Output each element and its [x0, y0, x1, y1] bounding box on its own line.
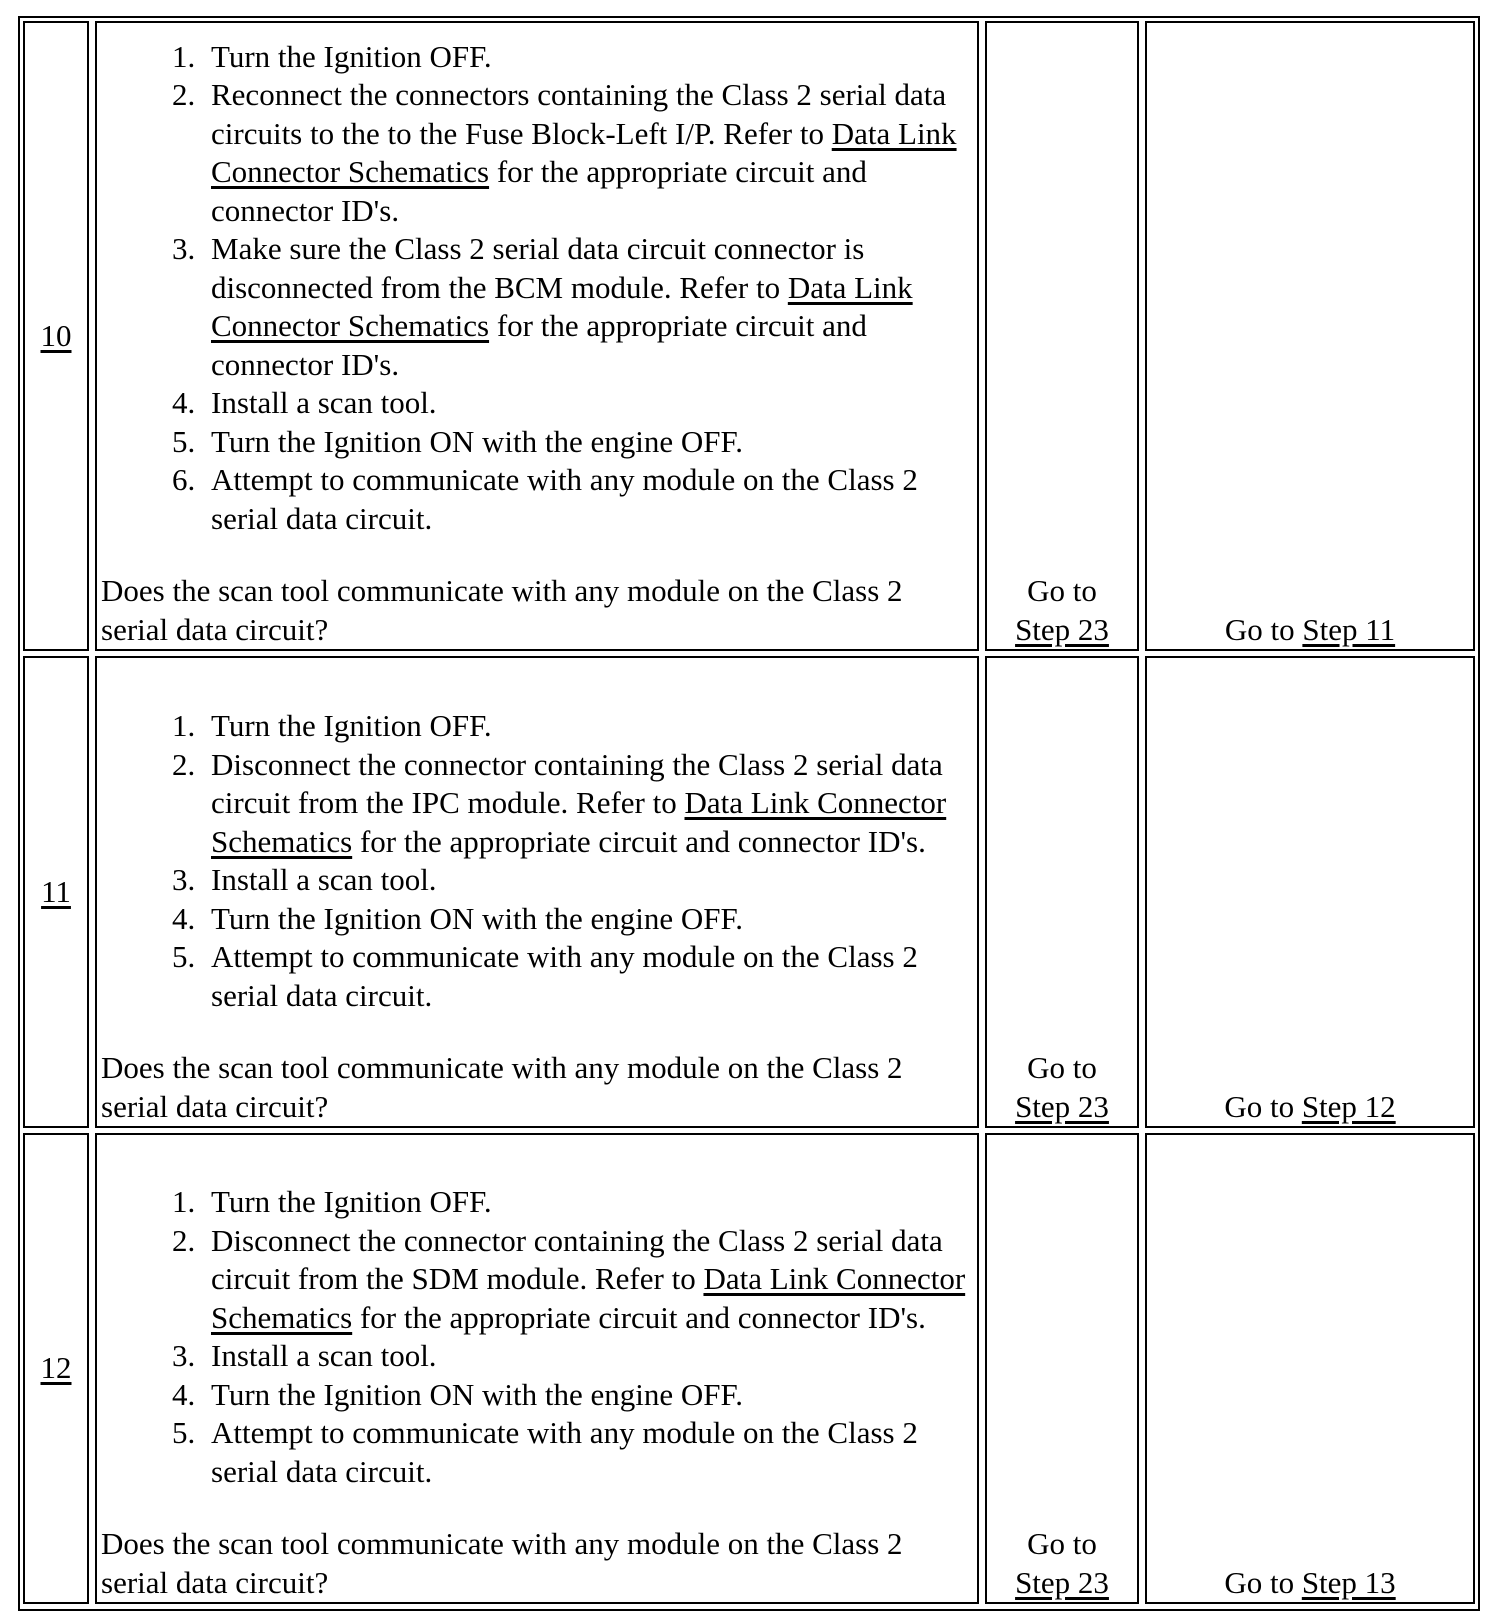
no-prefix: Go to	[1224, 1564, 1302, 1600]
schematics-link[interactable]: Data Link Connector Schematics	[211, 785, 947, 859]
no-cell	[1145, 656, 1475, 1128]
no-prefix: Go to	[1224, 611, 1303, 647]
instruction-item	[203, 746, 973, 862]
instruction-item	[203, 76, 973, 230]
question-text: Does the scan tool communicate with any module on the Class 2 serial data circuit?	[101, 573, 903, 647]
step-row	[23, 1133, 1475, 1604]
schematics-link[interactable]: Data Link Connector Schematics	[211, 1261, 966, 1335]
no-step-link[interactable]: Step 13	[1301, 1564, 1396, 1600]
instruction-item	[203, 707, 973, 746]
instruction-item	[203, 384, 973, 423]
yes-cell	[985, 21, 1139, 651]
instruction-text: Turn the Ignition OFF.	[211, 1184, 492, 1219]
instruction-text: Attempt to communicate with any module on the Class 2 serial data circuit.	[211, 462, 918, 536]
yes-step-link[interactable]: Step 23	[1015, 1088, 1109, 1124]
diagnostic-table-body	[23, 21, 1475, 1604]
instruction-text: Make sure the Class 2 serial data circuit connector is disconnected from the BCM module. Refer to	[211, 231, 865, 305]
action-cell	[95, 1133, 979, 1604]
instruction-text: Attempt to communicate with any module on the Class 2 serial data circuit.	[211, 1415, 918, 1489]
instruction-item	[203, 461, 973, 538]
yes-step-link[interactable]: Step 23	[1015, 611, 1109, 647]
instruction-item	[203, 1337, 973, 1376]
instruction-text: Install a scan tool.	[211, 862, 437, 897]
instruction-text: for the appropriate circuit and connector ID's.	[352, 823, 926, 859]
instruction-text: Install a scan tool.	[211, 385, 437, 420]
no-prefix: Go to	[1224, 1088, 1302, 1124]
instruction-text: Install a scan tool.	[211, 1338, 437, 1373]
step-number-cell	[23, 656, 89, 1128]
instruction-text: Turn the Ignition OFF.	[211, 38, 492, 74]
schematics-link[interactable]: Data Link Connector Schematics	[211, 115, 957, 189]
instruction-item	[203, 38, 973, 77]
instruction-text: Disconnect the connector containing the Class 2 serial data circuit from the SDM module. Refer to	[211, 1222, 943, 1296]
instruction-text: for the appropriate circuit and connector ID's.	[211, 308, 867, 382]
instruction-item	[203, 1222, 973, 1338]
yes-prefix: Go to	[1027, 1526, 1097, 1561]
yes-cell	[985, 656, 1139, 1128]
instruction-list	[101, 1183, 973, 1491]
instruction-item	[203, 1376, 973, 1415]
no-step-link[interactable]: Step 12	[1301, 1088, 1396, 1124]
step-number-link[interactable]: 11	[41, 873, 71, 909]
instruction-text: Turn the Ignition ON with the engine OFF.	[211, 900, 743, 936]
instruction-text: for the appropriate circuit and connector ID's.	[352, 1299, 926, 1335]
diagnostic-table-frame	[18, 16, 1480, 1611]
instruction-item	[203, 423, 973, 462]
instruction-text: Turn the Ignition ON with the engine OFF.	[211, 423, 743, 459]
step-number-link[interactable]: 10	[40, 317, 72, 353]
action-cell	[95, 21, 979, 651]
yes-step-link[interactable]: Step 23	[1015, 1564, 1109, 1600]
yes-prefix: Go to	[1027, 1050, 1097, 1085]
no-step-link[interactable]: Step 11	[1302, 611, 1396, 647]
question-text: Does the scan tool communicate with any module on the Class 2 serial data circuit?	[101, 1050, 903, 1124]
diagnostic-table	[17, 16, 1481, 1609]
step-row	[23, 21, 1475, 651]
question-text: Does the scan tool communicate with any module on the Class 2 serial data circuit?	[101, 1526, 903, 1600]
instruction-item	[203, 938, 973, 1015]
instruction-list	[101, 38, 973, 539]
instruction-text: Turn the Ignition OFF.	[211, 708, 492, 743]
instruction-text: Reconnect the connectors containing the Class 2 serial data circuits to the to the Fuse Block-Left I/P. Refer to	[211, 77, 947, 151]
instruction-text: Attempt to communicate with any module on the Class 2 serial data circuit.	[211, 939, 918, 1013]
instruction-text: Disconnect the connector containing the Class 2 serial data circuit from the IPC module. Refer to	[211, 746, 943, 820]
instruction-item	[203, 1414, 973, 1491]
yes-cell	[985, 1133, 1139, 1604]
yes-prefix: Go to	[1027, 573, 1097, 608]
instruction-item	[203, 1183, 973, 1222]
step-number-cell	[23, 1133, 89, 1604]
instruction-item	[203, 900, 973, 939]
instruction-item	[203, 861, 973, 900]
instruction-text: Turn the Ignition ON with the engine OFF.	[211, 1376, 743, 1412]
step-row	[23, 656, 1475, 1128]
instruction-item	[203, 230, 973, 384]
instruction-list	[101, 707, 973, 1015]
step-number-link[interactable]: 12	[40, 1350, 72, 1386]
instruction-text: for the appropriate circuit and connector ID's.	[211, 154, 867, 228]
no-cell	[1145, 1133, 1475, 1604]
step-number-cell	[23, 21, 89, 651]
schematics-link[interactable]: Data Link Connector Schematics	[211, 269, 913, 343]
action-cell	[95, 656, 979, 1128]
no-cell	[1145, 21, 1475, 651]
